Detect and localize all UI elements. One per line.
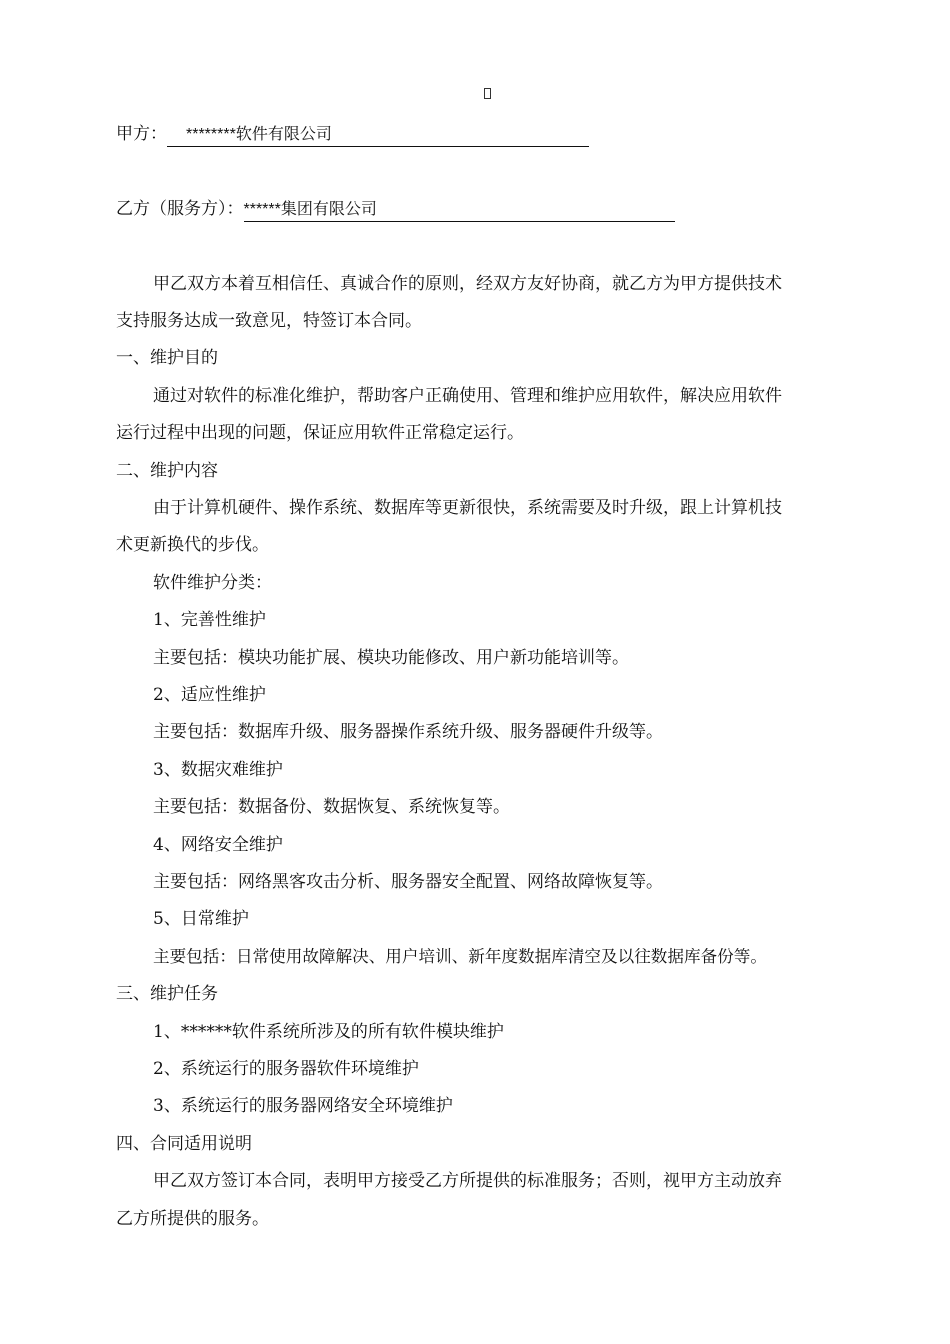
maint-item-2-desc: 主要包括：数据库升级、服务器操作系统升级、服务器硬件升级等。 — [153, 722, 663, 742]
maint-item-1-title: 1、完善性维护 — [153, 610, 266, 630]
placeholder-glyph-icon — [484, 88, 491, 99]
task-item-1: 1、******软件系统所涉及的所有软件模块维护 — [153, 1022, 504, 1042]
task-item-3: 3、系统运行的服务器网络安全环境维护 — [153, 1096, 453, 1116]
section-1-line-1: 通过对软件的标准化维护，帮助客户正确使用、管理和维护应用软件，解决应用软件 — [153, 386, 782, 406]
section-4-line-2: 乙方所提供的服务。 — [116, 1209, 269, 1229]
intro-line-1: 甲乙双方本着互相信任、真诚合作的原则，经双方友好协商，就乙方为甲方提供技术 — [153, 274, 782, 294]
maint-item-2-title: 2、适应性维护 — [153, 685, 266, 705]
maint-item-5-title: 5、日常维护 — [153, 909, 249, 929]
party-b-value: ******集团有限公司 — [244, 199, 675, 222]
maint-item-3-title: 3、数据灾难维护 — [153, 760, 283, 780]
section-4-title: 四、合同适用说明 — [116, 1134, 252, 1154]
party-a-label: 甲方： — [116, 124, 167, 144]
party-a-value: ********软件有限公司 — [167, 124, 589, 147]
party-b-line — [116, 197, 675, 222]
section-1-line-2: 运行过程中出现的问题，保证应用软件正常稳定运行。 — [116, 423, 524, 443]
party-a-line — [116, 122, 589, 147]
section-2-title: 二、维护内容 — [116, 461, 218, 481]
task-item-2: 2、系统运行的服务器软件环境维护 — [153, 1059, 419, 1079]
maint-item-4-desc: 主要包括：网络黑客攻击分析、服务器安全配置、网络故障恢复等。 — [153, 872, 663, 892]
party-b-label: 乙方（服务方）： — [116, 199, 244, 219]
section-4-line-1: 甲乙双方签订本合同，表明甲方接受乙方所提供的标准服务；否则，视甲方主动放弃 — [153, 1171, 782, 1191]
section-3-title: 三、维护任务 — [116, 984, 218, 1004]
maint-item-3-desc: 主要包括：数据备份、数据恢复、系统恢复等。 — [153, 797, 510, 817]
maint-item-1-desc: 主要包括：模块功能扩展、模块功能修改、用户新功能培训等。 — [153, 648, 629, 668]
maint-item-5-desc: 主要包括：日常使用故障解决、用户培训、新年度数据库清空及以往数据库备份等。 — [153, 947, 767, 966]
section-1-title: 一、维护目的 — [116, 348, 218, 368]
section-2-line-2: 术更新换代的步伐。 — [116, 535, 269, 555]
intro-line-2: 支持服务达成一致意见，特签订本合同。 — [116, 311, 422, 331]
section-2-line-1: 由于计算机硬件、操作系统、数据库等更新很快，系统需要及时升级，跟上计算机技 — [153, 498, 782, 518]
section-2-classify: 软件维护分类： — [153, 573, 272, 593]
maint-item-4-title: 4、网络安全维护 — [153, 835, 283, 855]
